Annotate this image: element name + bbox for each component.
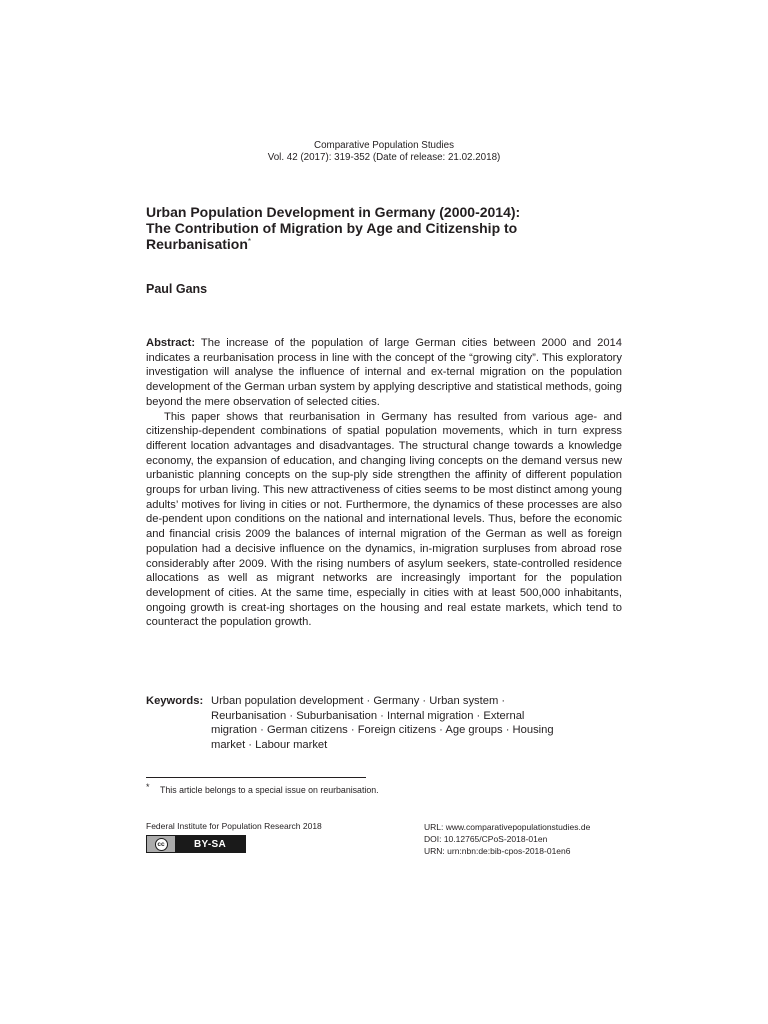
abstract-paragraph-1 [146, 336, 622, 410]
footnote-text: This article belongs to a special issue on reurbanisation. [160, 785, 379, 795]
abstract-label: Abstract: [146, 337, 196, 349]
title-line-3: Reurbanisation [146, 236, 248, 252]
title-line-1: Urban Population Development in Germany (2000-2014): [146, 204, 521, 220]
journal-name: Comparative Population Studies [314, 140, 454, 151]
publisher: Federal Institute for Population Research 2018 [146, 821, 322, 831]
article-doi[interactable]: DOI: 10.12765/CPoS-2018-01en [424, 834, 548, 844]
journal-issue: Vol. 42 (2017): 319-352 (Date of release: 21.02.2018) [267, 152, 501, 163]
author-name: Paul Gans [146, 282, 208, 296]
abstract-text-1: The increase of the population of large German cities between 2000 and 2014 indicates a reurbanisation process in line with the concept of the “growing city”. This exploratory investigation will analyse the influence of internal and ex-ternal migration on the population development of the German urban system by applying descriptive and statistical methods, going beyond the mere observation of selected cities. [146, 337, 622, 408]
article-identifiers [424, 821, 590, 857]
creative-commons-icon: cc [155, 838, 168, 851]
title-footnote-mark: * [247, 237, 252, 246]
keywords-list [211, 694, 601, 753]
footnote-divider [146, 777, 366, 778]
paper-title [146, 204, 626, 252]
cc-by-sa-license-badge[interactable] [146, 835, 246, 853]
footnote-mark: * [146, 782, 150, 792]
title-line-2: The Contribution of Migration by Age and Citizenship to [146, 220, 518, 236]
abstract [146, 336, 622, 630]
keywords-label: Keywords: [146, 695, 204, 707]
cc-logo-area [147, 836, 175, 852]
keywords-line-4: market · Labour market [211, 739, 328, 752]
abstract-paragraph-2: This paper shows that reurbanisation in Germany has resulted from various age- and citizenship-dependent combinations of spatial population movements, which in turn express different location advantages and disadvantages. The structural change towards a knowledge economy, the expansion of education, and changing living concepts on the demand versus new urbanistic planning concepts on the sup-ply side strengthen the affinity of different population groups for urban living. This new attractiveness of cities seems to be most distinct among young adults’ motives for living in cities or not. Furthermore, the dynamics of these processes are also de-pendent upon conditions on the national and international levels. Thus, before the economic and financial crisis 2009 the balances of internal migration of the German as well as foreign population had a decisive influence on the dynamics, in-migration surpluses from abroad rose considerably after 2009. With the rising numbers of asylum seekers, state-controlled residence allocations as well as migrant networks are increasingly important for the population development of cities. At the same time, especially in cities with at least 500,000 inhabitants, ongoing growth is creat-ing shortages on the housing and real estate markets, which tend to counteract the population growth. [146, 410, 622, 629]
keywords-line-3: migration · German citizens · Foreign citizens · Age groups · Housing [211, 724, 554, 737]
license-label: BY-SA [193, 838, 227, 850]
keywords-line-1: Urban population development · Germany · Urban system · [211, 695, 506, 707]
article-urn: URN: urn:nbn:de:bib-cpos-2018-01en6 [424, 846, 571, 856]
keywords-line-2: Reurbanisation · Suburbanisation · Internal migration · External [211, 709, 525, 722]
article-url[interactable]: URL: www.comparativepopulationstudies.de [424, 822, 591, 832]
footnote [146, 781, 622, 796]
keywords [146, 694, 622, 753]
